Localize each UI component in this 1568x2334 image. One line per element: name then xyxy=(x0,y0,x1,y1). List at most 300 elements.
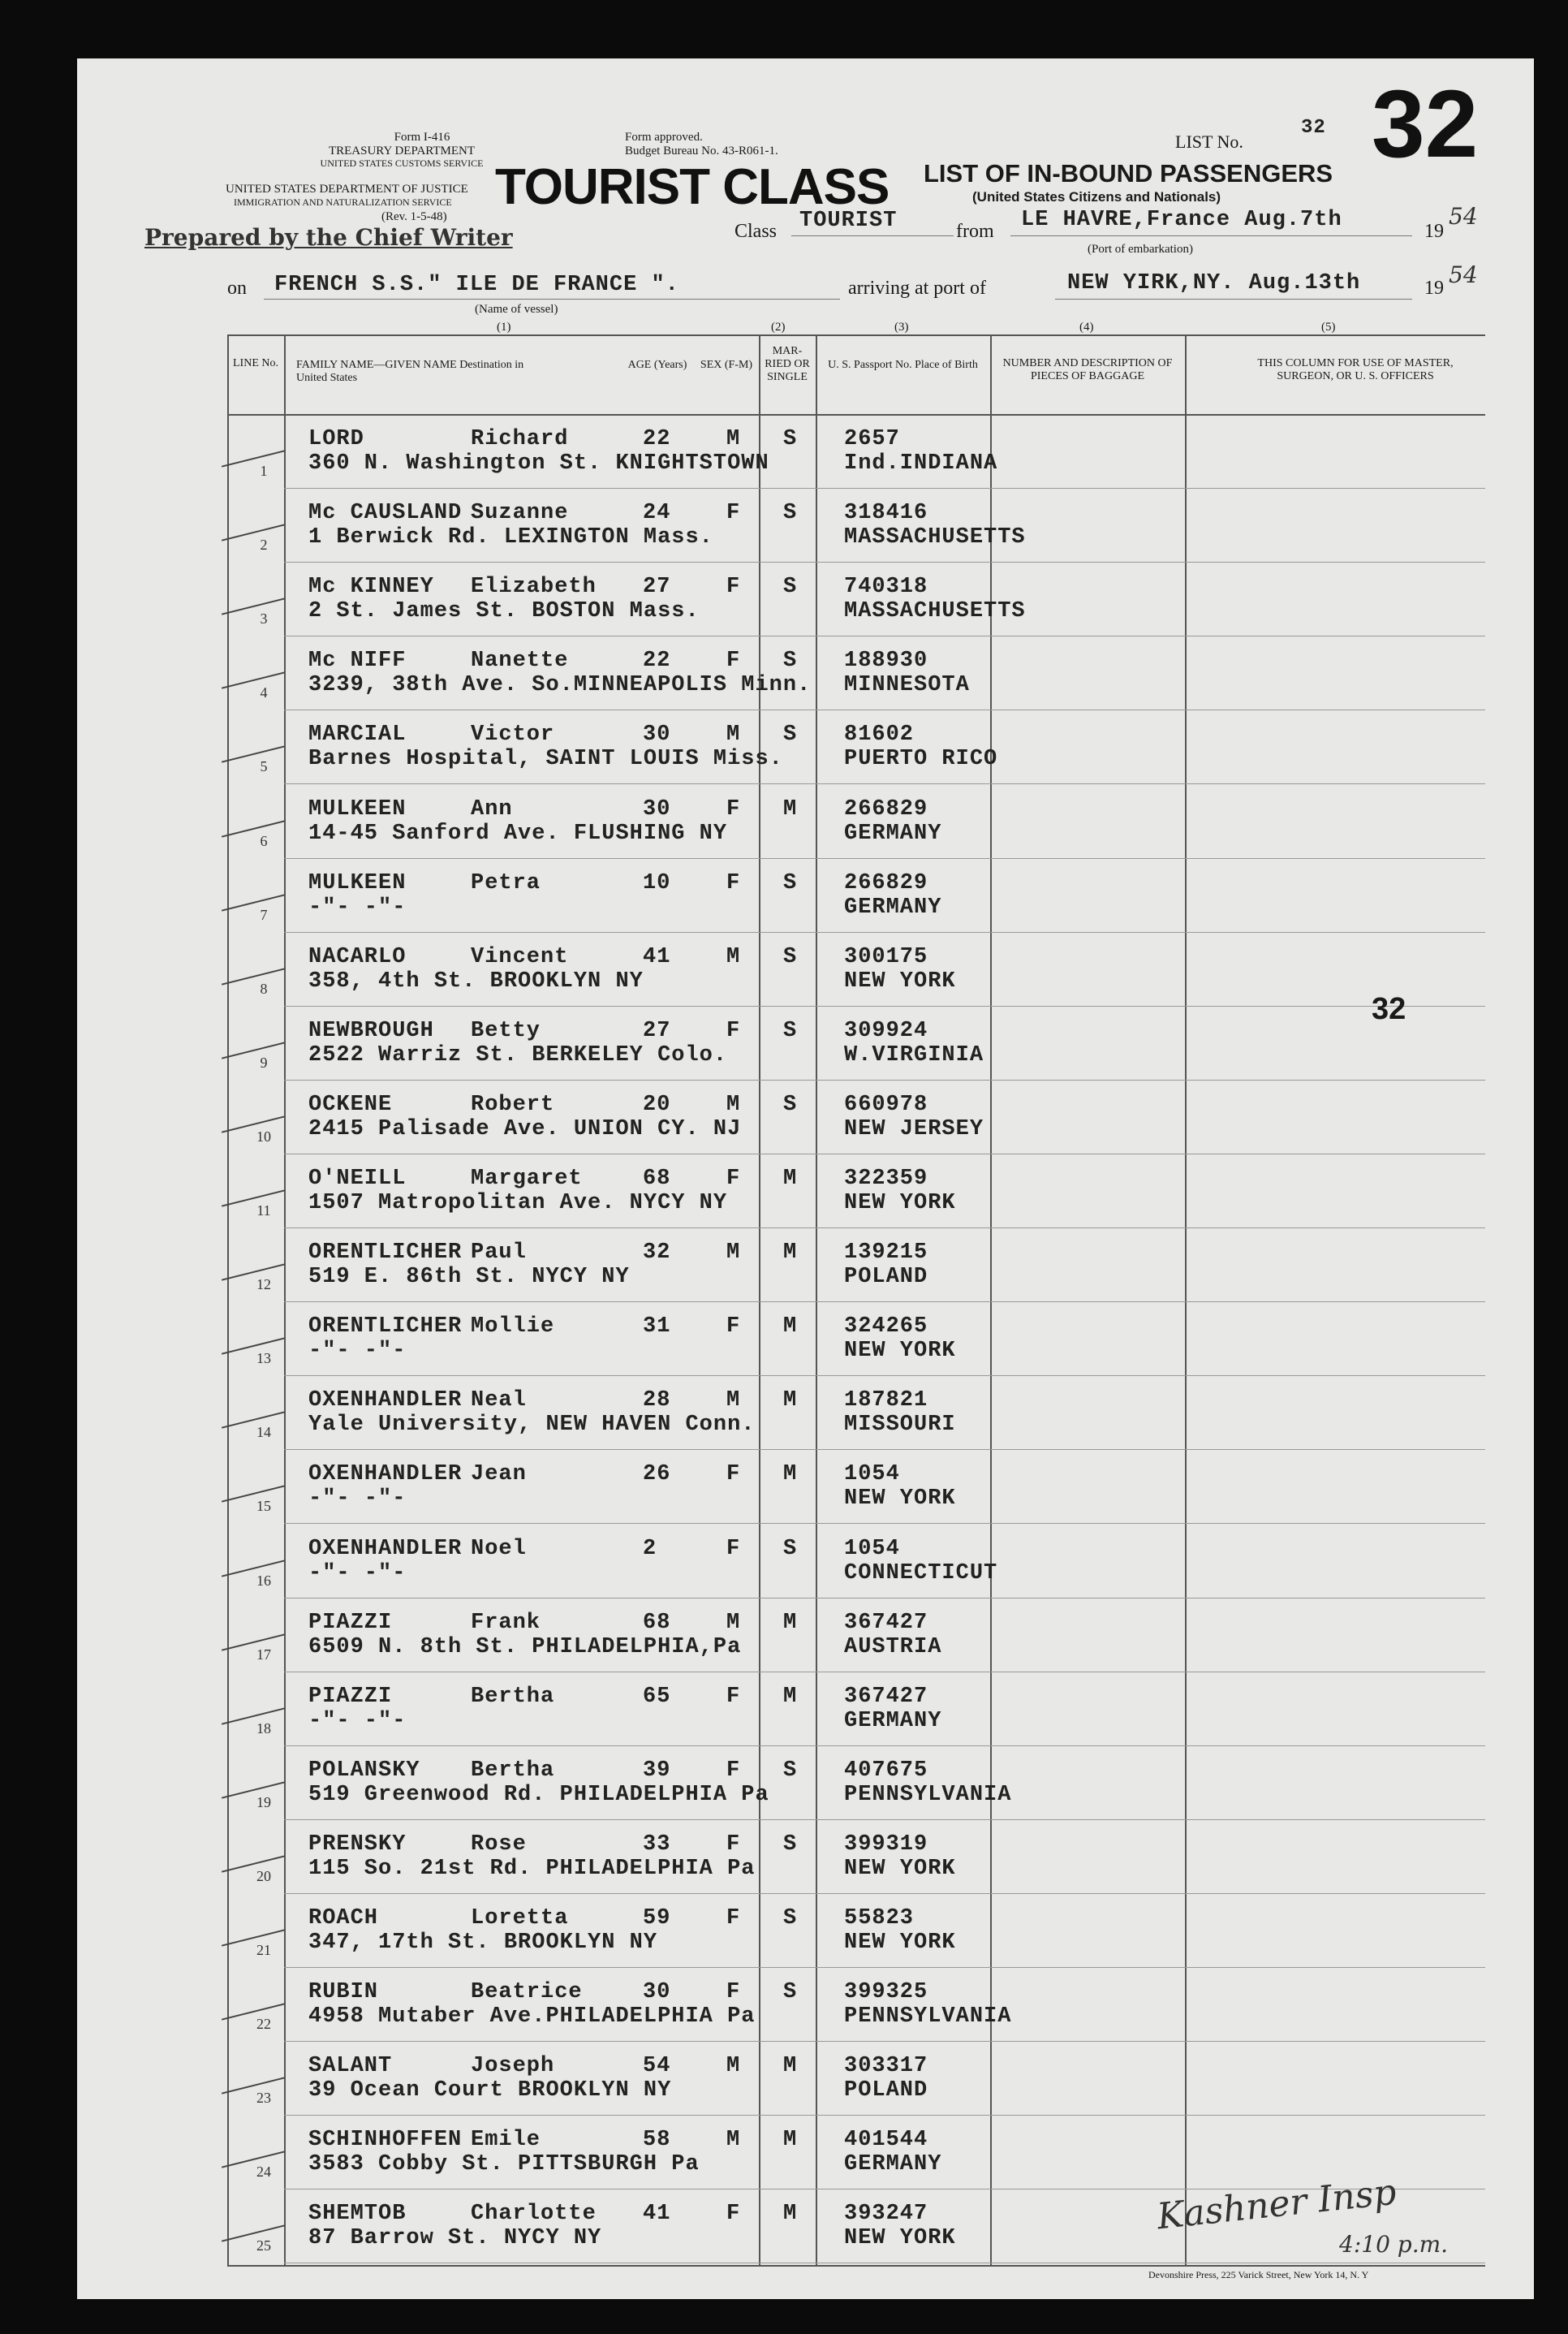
address: 6509 N. 8th St. PHILADELPHIA,Pa xyxy=(308,1635,742,1659)
passport-no: 740318 xyxy=(844,575,928,599)
family-name: Mc KINNEY xyxy=(308,575,434,599)
sex: M xyxy=(726,1093,741,1117)
class-label: Class xyxy=(734,221,778,242)
line-number: 21 xyxy=(256,1942,271,1958)
place-of-birth: NEW YORK xyxy=(844,1857,956,1881)
age: 41 xyxy=(643,945,671,969)
given-name: Bertha xyxy=(471,1685,555,1709)
family-name: OCKENE xyxy=(308,1093,393,1117)
age: 24 xyxy=(643,501,671,525)
given-name: Joseph xyxy=(471,2054,555,2078)
table-row xyxy=(288,1451,1485,1525)
family-name: PRENSKY xyxy=(308,1832,407,1857)
family-name: MARCIAL xyxy=(308,723,407,747)
passport-no: 399325 xyxy=(844,1980,928,2004)
header-passport: U. S. Passport No. Place of Birth xyxy=(828,359,978,371)
family-name: OXENHANDLER xyxy=(308,1388,463,1413)
age: 54 xyxy=(643,2054,671,2078)
row-divider xyxy=(284,1006,1485,1007)
table-row xyxy=(288,1895,1485,1969)
sex: M xyxy=(726,945,741,969)
row-divider xyxy=(284,2041,1485,2042)
passport-no: 55823 xyxy=(844,1906,915,1931)
given-name: Charlotte xyxy=(471,2202,597,2226)
given-name: Jean xyxy=(471,1462,527,1486)
inspection-time: 4:10 p.m. xyxy=(1339,2231,1449,2258)
passport-no: 2657 xyxy=(844,427,900,451)
treasury-dept: TREASURY DEPARTMENT xyxy=(328,145,476,157)
marital-status: M xyxy=(783,1167,798,1191)
family-name: LORD xyxy=(308,427,364,451)
line-number: 17 xyxy=(256,1646,271,1663)
table-row xyxy=(288,1229,1485,1303)
line-number: 5 xyxy=(260,758,268,774)
family-name: OXENHANDLER xyxy=(308,1462,463,1486)
address: -"- -"- xyxy=(308,1561,407,1585)
line-number: 15 xyxy=(256,1498,271,1514)
place-of-birth: PENNSYLVANIA xyxy=(844,2004,1012,2029)
address: 1 Berwick Rd. LEXINGTON Mass. xyxy=(308,525,713,550)
header-sex: SEX (F-M) xyxy=(700,359,753,371)
passport-no: 187821 xyxy=(844,1388,928,1413)
line-number: 24 xyxy=(256,2164,271,2180)
form-approved: Form approved. xyxy=(625,131,703,144)
header-line-no: LINE No. xyxy=(233,357,278,369)
row-divider xyxy=(284,783,1485,784)
passport-no: 393247 xyxy=(844,2202,928,2226)
marital-status: M xyxy=(783,1462,798,1486)
marital-status: M xyxy=(783,1314,798,1339)
header-officers: THIS COLUMN FOR USE OF MASTER, SURGEON, OR U. S. OFFICERS xyxy=(1257,357,1454,382)
family-name: NEWBROUGH xyxy=(308,1019,434,1043)
line-number: 25 xyxy=(256,2237,271,2254)
given-name: Paul xyxy=(471,1240,527,1265)
row-divider xyxy=(284,858,1485,859)
passport-no: 660978 xyxy=(844,1093,928,1117)
table-row xyxy=(288,1377,1485,1451)
family-name: PIAZZI xyxy=(308,1611,393,1635)
address: -"- -"- xyxy=(308,895,407,920)
arrival-year-value: 54 xyxy=(1449,261,1478,288)
family-name: MULKEEN xyxy=(308,871,407,895)
table-row xyxy=(288,1007,1485,1081)
address: -"- -"- xyxy=(308,1339,407,1363)
sex: M xyxy=(726,1240,741,1265)
marital-status: M xyxy=(783,1611,798,1635)
place-of-birth: CONNECTICUT xyxy=(844,1561,998,1585)
list-no-value: 32 xyxy=(1301,117,1326,139)
passport-no: 399319 xyxy=(844,1832,928,1857)
margin-number: 32 xyxy=(1372,992,1406,1026)
line-number: 11 xyxy=(256,1202,271,1219)
on-label: on xyxy=(227,278,247,299)
header-baggage: NUMBER AND DESCRIPTION OF PIECES OF BAGGAGE xyxy=(1002,357,1173,382)
form-revision: (Rev. 1-5-48) xyxy=(381,210,447,223)
given-name: Frank xyxy=(471,1611,541,1635)
table-row xyxy=(288,2043,1485,2116)
family-name: NACARLO xyxy=(308,945,407,969)
budget-bureau: Budget Bureau No. 43-R061-1. xyxy=(625,145,778,157)
address: 2 St. James St. BOSTON Mass. xyxy=(308,599,700,623)
table-row xyxy=(288,563,1485,637)
age: 10 xyxy=(643,871,671,895)
sex: F xyxy=(726,1685,741,1709)
table-row xyxy=(288,786,1485,860)
age: 32 xyxy=(643,1240,671,1265)
given-name: Neal xyxy=(471,1388,527,1413)
family-name: OXENHANDLER xyxy=(308,1537,463,1561)
given-name: Margaret xyxy=(471,1167,583,1191)
table-row xyxy=(288,934,1485,1007)
address: 519 Greenwood Rd. PHILADELPHIA Pa xyxy=(308,1783,769,1807)
sex: M xyxy=(726,2054,741,2078)
line-number: 12 xyxy=(256,1276,271,1292)
printer-footer: Devonshire Press, 225 Varick Street, New York 14, N. Y xyxy=(1148,2269,1369,2280)
passport-no: 309924 xyxy=(844,1019,928,1043)
age: 31 xyxy=(643,1314,671,1339)
age: 22 xyxy=(643,427,671,451)
marital-status: S xyxy=(783,723,798,747)
table-row xyxy=(288,490,1485,563)
table-row xyxy=(288,1969,1485,2043)
sex: F xyxy=(726,649,741,673)
line-number: 22 xyxy=(256,2016,271,2032)
given-name: Elizabeth xyxy=(471,575,597,599)
from-value: LE HAVRE,France Aug.7th xyxy=(1021,208,1342,232)
given-name: Richard xyxy=(471,427,569,451)
sex: M xyxy=(726,2128,741,2152)
row-divider xyxy=(284,1745,1485,1746)
table-row xyxy=(288,1747,1485,1821)
sex: M xyxy=(726,1388,741,1413)
marital-status: M xyxy=(783,1240,798,1265)
row-divider xyxy=(284,1080,1485,1081)
col-num-3: (3) xyxy=(894,321,909,334)
header-name: FAMILY NAME—GIVEN NAME Destination in United States xyxy=(296,359,524,384)
marital-status: M xyxy=(783,1685,798,1709)
arriving-label: arriving at port of xyxy=(848,278,986,299)
marital-status: S xyxy=(783,1537,798,1561)
place-of-birth: NEW YORK xyxy=(844,1339,956,1363)
place-of-birth: NEW JERSEY xyxy=(844,1117,984,1141)
sex: F xyxy=(726,1980,741,2004)
passport-no: 1054 xyxy=(844,1462,900,1486)
line-number: 3 xyxy=(260,610,268,627)
row-divider xyxy=(284,1227,1485,1228)
row-divider xyxy=(284,562,1485,563)
place-of-birth: POLAND xyxy=(844,1265,928,1289)
place-of-birth: NEW YORK xyxy=(844,1486,956,1511)
year-value: 54 xyxy=(1449,203,1478,230)
family-name: POLANSKY xyxy=(308,1758,420,1783)
line-number: 23 xyxy=(256,2090,271,2106)
table-row xyxy=(288,1081,1485,1155)
address: 87 Barrow St. NYCY NY xyxy=(308,2226,602,2250)
sex: F xyxy=(726,797,741,822)
vessel-note: (Name of vessel) xyxy=(475,303,558,316)
place-of-birth: NEW YORK xyxy=(844,969,956,994)
marital-status: M xyxy=(783,2202,798,2226)
passport-no: 1054 xyxy=(844,1537,900,1561)
address: 519 E. 86th St. NYCY NY xyxy=(308,1265,630,1289)
col-num-4: (4) xyxy=(1079,321,1094,334)
arrival-year-prefix: 19 xyxy=(1424,278,1444,299)
address: 360 N. Washington St. KNIGHTSTOWN xyxy=(308,451,769,476)
table-row xyxy=(288,2116,1485,2190)
marital-status: S xyxy=(783,1758,798,1783)
row-divider xyxy=(284,2115,1485,2116)
sex: F xyxy=(726,1758,741,1783)
sex: M xyxy=(726,1611,741,1635)
line-number: 8 xyxy=(260,981,268,997)
passport-no: 303317 xyxy=(844,2054,928,2078)
marital-status: S xyxy=(783,649,798,673)
passport-no: 139215 xyxy=(844,1240,928,1265)
address: 347, 17th St. BROOKLYN NY xyxy=(308,1931,658,1955)
line-number: 6 xyxy=(260,833,268,849)
address: 1507 Matropolitan Ave. NYCY NY xyxy=(308,1191,728,1215)
list-no-label: LIST No. xyxy=(1175,132,1243,152)
col-num-2: (2) xyxy=(771,321,786,334)
line-number: 7 xyxy=(260,907,268,923)
family-name: PIAZZI xyxy=(308,1685,393,1709)
row-divider xyxy=(284,1819,1485,1820)
sex: F xyxy=(726,1167,741,1191)
line-number: 9 xyxy=(260,1055,268,1071)
age: 27 xyxy=(643,1019,671,1043)
table-row xyxy=(288,860,1485,934)
header-married: MAR-RIED OR SINGLE xyxy=(765,345,810,383)
marital-status: S xyxy=(783,1832,798,1857)
address: -"- -"- xyxy=(308,1709,407,1733)
family-name: Mc CAUSLAND xyxy=(308,501,463,525)
header-age: AGE (Years) xyxy=(627,359,687,371)
arriving-value: NEW YIRK,NY. Aug.13th xyxy=(1067,271,1361,296)
age: 68 xyxy=(643,1167,671,1191)
address: 2415 Palisade Ave. UNION CY. NJ xyxy=(308,1117,742,1141)
tourist-class-stamp: TOURIST CLASS xyxy=(495,159,890,215)
passport-no: 367427 xyxy=(844,1611,928,1635)
place-of-birth: POLAND xyxy=(844,2078,928,2103)
age: 22 xyxy=(643,649,671,673)
age: 30 xyxy=(643,723,671,747)
class-value: TOURIST xyxy=(799,209,898,233)
place-of-birth: AUSTRIA xyxy=(844,1635,942,1659)
row-divider xyxy=(284,1893,1485,1894)
passport-no: 300175 xyxy=(844,945,928,969)
address: Yale University, NEW HAVEN Conn. xyxy=(308,1413,756,1437)
ins-label: IMMIGRATION AND NATURALIZATION SERVICE xyxy=(234,196,452,208)
given-name: Betty xyxy=(471,1019,541,1043)
marital-status: S xyxy=(783,575,798,599)
given-name: Petra xyxy=(471,871,541,895)
table-row xyxy=(288,637,1485,711)
family-name: SALANT xyxy=(308,2054,393,2078)
given-name: Robert xyxy=(471,1093,555,1117)
family-name: ORENTLICHER xyxy=(308,1314,463,1339)
line-number: 13 xyxy=(256,1350,271,1366)
list-subtitle: (United States Citizens and Nationals) xyxy=(972,189,1221,205)
marital-status: S xyxy=(783,1019,798,1043)
age: 27 xyxy=(643,575,671,599)
marital-status: S xyxy=(783,1906,798,1931)
passport-no: 266829 xyxy=(844,871,928,895)
sex: F xyxy=(726,1314,741,1339)
family-name: SCHINHOFFEN xyxy=(308,2128,463,2152)
marital-status: S xyxy=(783,1093,798,1117)
passport-no: 266829 xyxy=(844,797,928,822)
age: 30 xyxy=(643,797,671,822)
family-name: SHEMTOB xyxy=(308,2202,407,2226)
given-name: Mollie xyxy=(471,1314,555,1339)
age: 26 xyxy=(643,1462,671,1486)
age: 33 xyxy=(643,1832,671,1857)
sex: F xyxy=(726,575,741,599)
line-number: 2 xyxy=(260,537,268,553)
family-name: MULKEEN xyxy=(308,797,407,822)
line-number: 10 xyxy=(256,1128,271,1145)
place-of-birth: GERMANY xyxy=(844,2152,942,2177)
marital-status: S xyxy=(783,501,798,525)
from-label: from xyxy=(956,221,994,242)
address: 4958 Mutaber Ave.PHILADELPHIA Pa xyxy=(308,2004,756,2029)
age: 39 xyxy=(643,1758,671,1783)
sex: F xyxy=(726,1537,741,1561)
embark-note: (Port of embarkation) xyxy=(1088,243,1193,256)
given-name: Nanette xyxy=(471,649,569,673)
table-row xyxy=(288,1525,1485,1599)
table-row xyxy=(288,1155,1485,1229)
passport-no: 407675 xyxy=(844,1758,928,1783)
place-of-birth: GERMANY xyxy=(844,822,942,846)
given-name: Emile xyxy=(471,2128,541,2152)
line-number: 20 xyxy=(256,1868,271,1884)
marital-status: S xyxy=(783,427,798,451)
address: 2522 Warriz St. BERKELEY Colo. xyxy=(308,1043,728,1068)
given-name: Ann xyxy=(471,797,513,822)
row-divider xyxy=(284,1301,1485,1302)
sex: M xyxy=(726,427,741,451)
age: 30 xyxy=(643,1980,671,2004)
sex: F xyxy=(726,2202,741,2226)
row-divider xyxy=(284,1449,1485,1450)
row-divider xyxy=(284,1523,1485,1524)
address: Barnes Hospital, SAINT LOUIS Miss. xyxy=(308,747,783,771)
given-name: Noel xyxy=(471,1537,527,1561)
form-number: Form I-416 xyxy=(394,131,450,144)
family-name: RUBIN xyxy=(308,1980,379,2004)
table-row xyxy=(288,1821,1485,1895)
age: 59 xyxy=(643,1906,671,1931)
address: 115 So. 21st Rd. PHILADELPHIA Pa xyxy=(308,1857,756,1881)
line-number: 18 xyxy=(256,1720,271,1736)
line-number: 1 xyxy=(260,463,268,479)
list-title: LIST OF IN-BOUND PASSENGERS xyxy=(924,159,1333,188)
inspector-signature: Kashner Insp xyxy=(1155,2171,1398,2238)
line-number: 4 xyxy=(260,684,268,701)
list-big-number: 32 xyxy=(1372,71,1479,178)
marital-status: M xyxy=(783,2054,798,2078)
vessel-value: FRENCH S.S." ILE DE FRANCE ". xyxy=(274,273,679,297)
marital-status: S xyxy=(783,945,798,969)
place-of-birth: W.VIRGINIA xyxy=(844,1043,984,1068)
place-of-birth: MISSOURI xyxy=(844,1413,956,1437)
justice-dept: UNITED STATES DEPARTMENT OF JUSTICE xyxy=(226,183,468,196)
address: -"- -"- xyxy=(308,1486,407,1511)
sex: F xyxy=(726,1019,741,1043)
passport-no: 188930 xyxy=(844,649,928,673)
table-row xyxy=(288,1599,1485,1673)
place-of-birth: PUERTO RICO xyxy=(844,747,998,771)
family-name: ORENTLICHER xyxy=(308,1240,463,1265)
marital-status: M xyxy=(783,1388,798,1413)
sex: F xyxy=(726,1906,741,1931)
passport-no: 318416 xyxy=(844,501,928,525)
line-number: 14 xyxy=(256,1424,271,1440)
address: 358, 4th St. BROOKLYN NY xyxy=(308,969,644,994)
passport-no: 322359 xyxy=(844,1167,928,1191)
marital-status: M xyxy=(783,2128,798,2152)
prepared-by: Prepared by the Chief Writer xyxy=(144,224,513,251)
sex: F xyxy=(726,501,741,525)
row-divider xyxy=(284,1375,1485,1376)
family-name: ROACH xyxy=(308,1906,379,1931)
table-row xyxy=(288,711,1485,785)
row-divider xyxy=(284,932,1485,933)
place-of-birth: MASSACHUSETTS xyxy=(844,599,1026,623)
passport-no: 367427 xyxy=(844,1685,928,1709)
row-divider xyxy=(284,1967,1485,1968)
sex: F xyxy=(726,1462,741,1486)
given-name: Rose xyxy=(471,1832,527,1857)
family-name: O'NEILL xyxy=(308,1167,407,1191)
line-number: 16 xyxy=(256,1573,271,1589)
age: 58 xyxy=(643,2128,671,2152)
given-name: Vincent xyxy=(471,945,569,969)
address: 14-45 Sanford Ave. FLUSHING NY xyxy=(308,822,728,846)
age: 28 xyxy=(643,1388,671,1413)
given-name: Suzanne xyxy=(471,501,569,525)
sex: M xyxy=(726,723,741,747)
age: 2 xyxy=(643,1537,657,1561)
address: 39 Ocean Court BROOKLYN NY xyxy=(308,2078,672,2103)
marital-status: S xyxy=(783,1980,798,2004)
col-num-1: (1) xyxy=(497,321,511,334)
given-name: Victor xyxy=(471,723,555,747)
sex: F xyxy=(726,1832,741,1857)
family-name: Mc NIFF xyxy=(308,649,407,673)
sex: F xyxy=(726,871,741,895)
place-of-birth: GERMANY xyxy=(844,1709,942,1733)
address: 3583 Cobby St. PITTSBURGH Pa xyxy=(308,2152,700,2177)
table-row xyxy=(288,416,1485,490)
place-of-birth: NEW YORK xyxy=(844,2226,956,2250)
age: 65 xyxy=(643,1685,671,1709)
passport-no: 324265 xyxy=(844,1314,928,1339)
place-of-birth: NEW YORK xyxy=(844,1191,956,1215)
address: 3239, 38th Ave. So.MINNEAPOLIS Minn. xyxy=(308,673,812,697)
place-of-birth: PENNSYLVANIA xyxy=(844,1783,1012,1807)
given-name: Beatrice xyxy=(471,1980,583,2004)
table-row xyxy=(288,1303,1485,1377)
place-of-birth: MASSACHUSETTS xyxy=(844,525,1026,550)
passport-no: 401544 xyxy=(844,2128,928,2152)
given-name: Loretta xyxy=(471,1906,569,1931)
age: 68 xyxy=(643,1611,671,1635)
table-row xyxy=(288,1673,1485,1747)
age: 20 xyxy=(643,1093,671,1117)
year-prefix: 19 xyxy=(1424,221,1444,242)
